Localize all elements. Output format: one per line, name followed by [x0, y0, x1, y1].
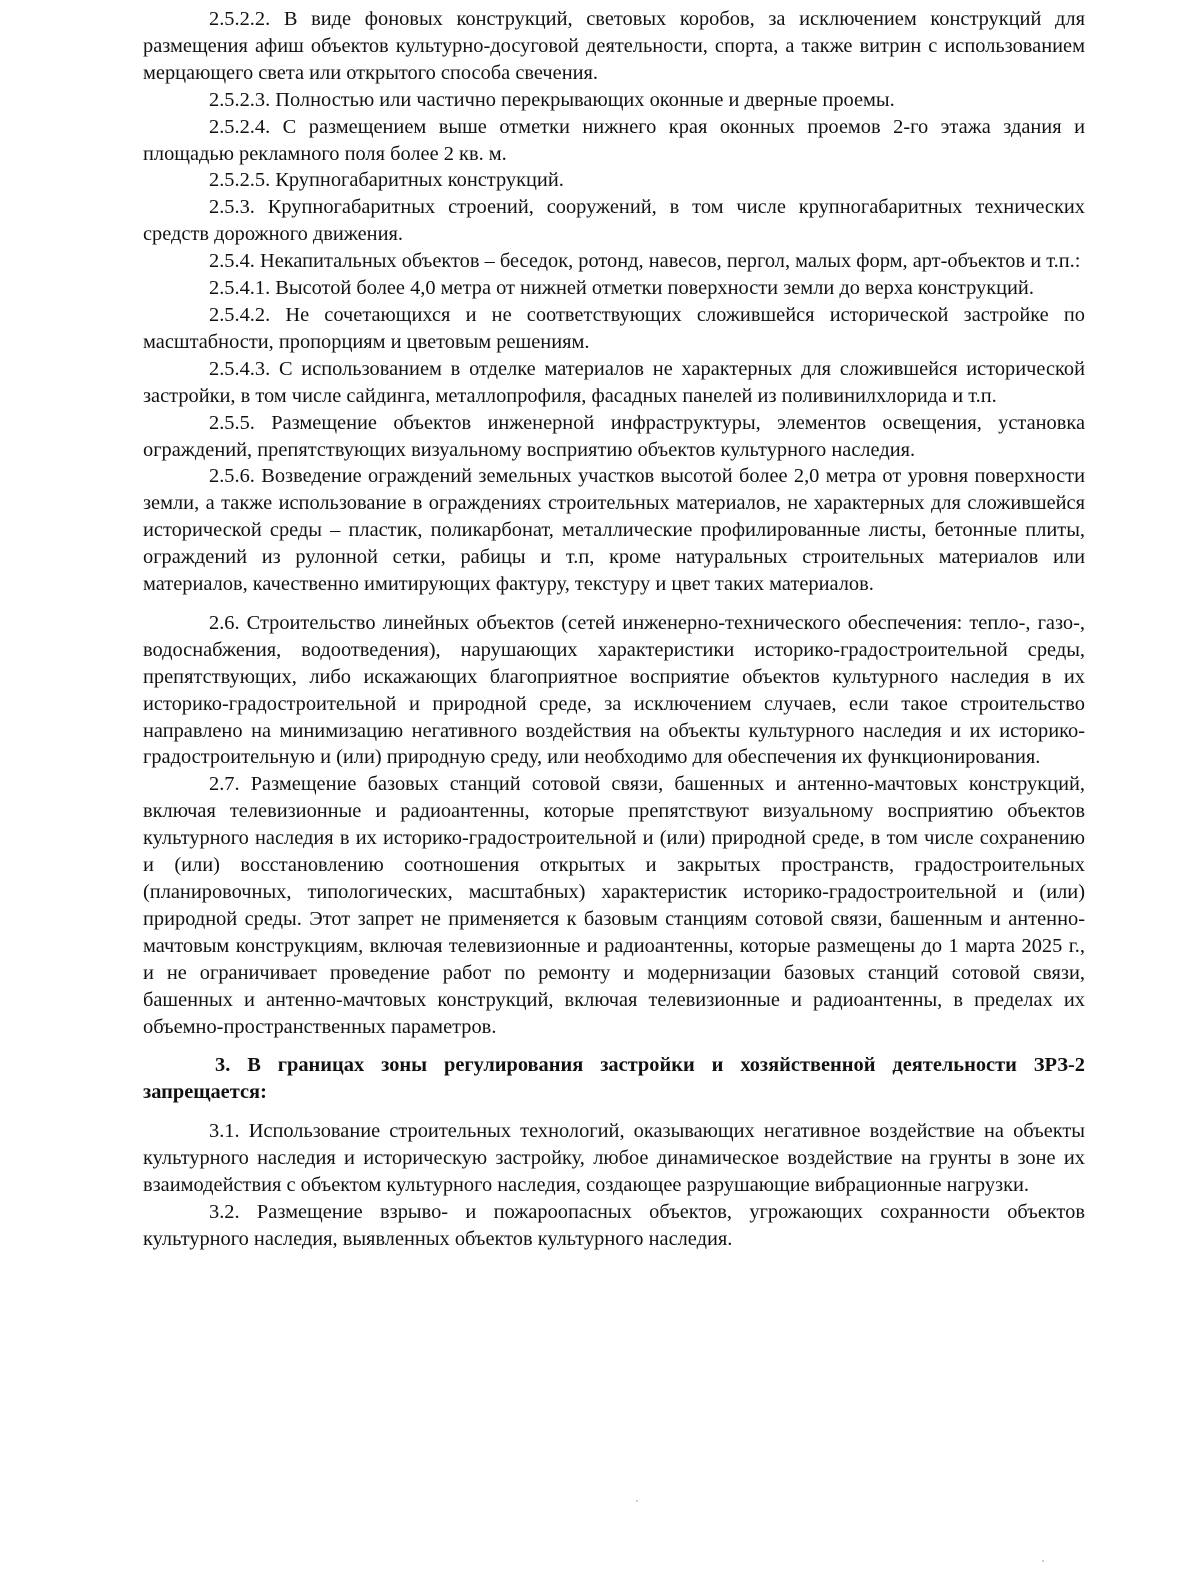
paragraph-2-5-2-4: 2.5.2.4. С размещением выше отметки нижнего края оконных проемов 2-го этажа здания и площадью рекламного поля более 2 кв. м.	[143, 115, 1085, 165]
section-3-heading: 3. В границах зоны регулирования застройки и хозяйственной деятельности ЗРЗ-2 запрещается:	[143, 1054, 1085, 1104]
paragraph-2-5-4-3: 2.5.4.3. С использованием в отделке материалов не характерных для сложившейся исторической застройки, в том числе сайдинга, металлопрофиля, фасадных панелей из поливинилхлорида и т.п.	[143, 357, 1085, 407]
paragraph-2-5-3: 2.5.3. Крупногабаритных строений, сооружений, в том числе крупногабаритных технических средств дорожного движения.	[143, 196, 1085, 246]
paragraph-2-5-5: 2.5.5. Размещение объектов инженерной инфраструктуры, элементов освещения, установка ограждений, препятствующих визуальному восприятию объектов культурного наследия.	[143, 411, 1085, 461]
paragraph-3-2: 3.2. Размещение взрыво- и пожароопасных объектов, угрожающих сохранности объектов культурного наследия, выявленных объектов культурного наследия.	[143, 1200, 1085, 1250]
paragraph-2-5-6: 2.5.6. Возведение ограждений земельных участков высотой более 2,0 метра от уровня поверхности земли, а также использование в ограждениях строительных материалов, не характерных для сложившейся исторической среды – пластик, поликарбонат, металлические профилированные листы, бетонные плиты, ограждений из рулонной сетки, рабицы и т.п, кроме натуральных строительных материалов или материалов, качественно имитирующих фактуру, текстуру и цвет таких материалов.	[143, 465, 1085, 596]
paragraph-2-5-4-2: 2.5.4.2. Не сочетающихся и не соответствующих сложившейся исторической застройке по масштабности, пропорциям и цветовым решениям.	[143, 303, 1085, 353]
paragraph-3-1: 3.1. Использование строительных технологий, оказывающих негативное воздействие на объекты культурного наследия и историческую застройку, любое динамическое воздействие на грунты в зоне их взаимодействия с объектом культурного наследия, создающее разрушающие вибрационные нагрузки.	[143, 1120, 1085, 1197]
paragraph-2-5-4-1: 2.5.4.1. Высотой более 4,0 метра от нижней отметки поверхности земли до верха конструкций.	[209, 277, 1034, 300]
paragraph-2-6: 2.6. Строительство линейных объектов (сетей инженерно-технического обеспечения: тепло-, газо-, водоснабжения, водоотведения), нарушающих характеристики историко-градостроительной среды, препятствующих, либо искажающих благоприятное восприятие объектов культурного наследия в их историко-градостроительной и природной среде, за исключением случаев, если такое строительство направлено на минимизацию негативного воздействия на объекты культурного наследия и их историко-градостроительную и (или) природную среду, или необходимо для обеспечения их функционирования.	[143, 611, 1085, 769]
paragraph-2-5-2-3: 2.5.2.3. Полностью или частично перекрывающих оконные и дверные проемы.	[209, 88, 895, 111]
document-body	[143, 6, 1085, 1253]
paragraph-2-5-2-2: 2.5.2.2. В виде фоновых конструкций, световых коробов, за исключением конструкций для размещения афиш объектов культурно-досуговой деятельности, спорта, а также витрин с использованием мерцающего света или открытого способа свечения.	[143, 8, 1085, 84]
scan-speck	[636, 1500, 638, 1502]
paragraph-2-5-4: 2.5.4. Некапитальных объектов – беседок, ротонд, навесов, пергол, малых форм, арт-объектов и т.п.:	[209, 250, 1081, 273]
paragraph-2-5-2-5: 2.5.2.5. Крупногабаритных конструкций.	[209, 169, 564, 192]
paragraph-2-7: 2.7. Размещение базовых станций сотовой связи, башенных и антенно-мачтовых конструкций, включая телевизионные и радиоантенны, которые препятствуют визуальному восприятию объектов культурного наследия в их историко-градостроительной и (или) природной среде, в том числе сохранению и (или) восстановлению соотношения открытых и закрытых пространств, градостроительных (планировочных, типологических, масштабных) характеристик историко-градостроительной и (или) природной среды. Этот запрет не применяется к базовым станциям сотовой связи, башенным и антенно-мачтовым конструкциям, включая телевизионные и радиоантенны, которые размещены до 1 марта 2025 г., и не ограничивает проведение работ по ремонту и модернизации базовых станций сотовой связи, башенных и антенно-мачтовых конструкций, включая телевизионные и радиоантенны, в пределах их объемно-пространственных параметров.	[143, 773, 1085, 1038]
scan-speck	[1042, 1560, 1044, 1562]
